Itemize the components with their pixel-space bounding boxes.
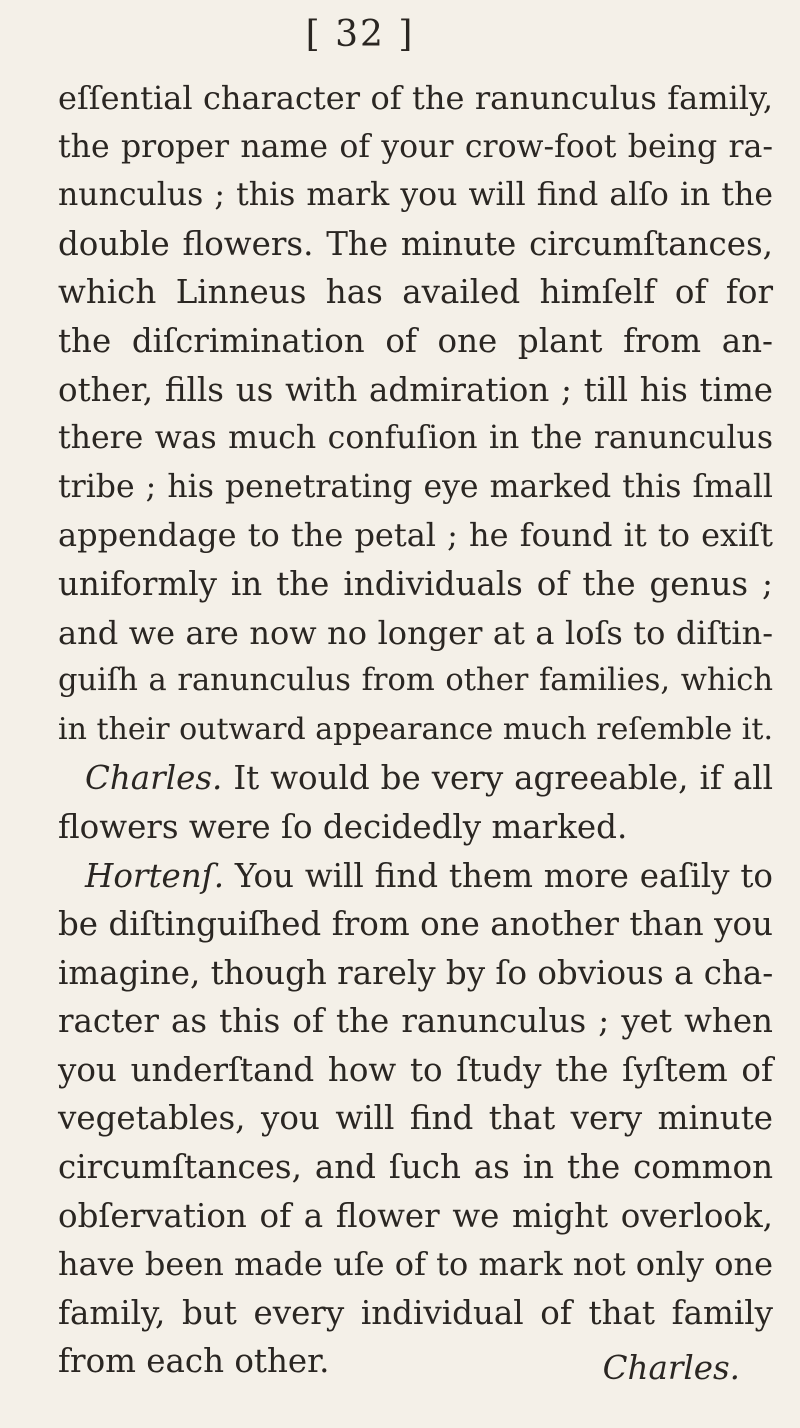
text-line: guiſh a ranunculus from other families, which: [58, 663, 773, 699]
text-line: tribe ; his penetrating eye marked this ſmall: [58, 468, 773, 505]
text-line: appendage to the petal ; he found it to exiſt: [58, 516, 773, 555]
speaker-name: Charles.: [85, 759, 223, 798]
text-line: which Linneus has availed himſelf of for: [58, 273, 773, 312]
catchword: Charles.: [602, 1349, 740, 1387]
text-line: the diſcrimination of one plant from an-: [58, 321, 773, 360]
text-line: [58, 754, 773, 803]
text-line: eſſential character of the ranunculus family,: [58, 79, 773, 117]
text-line: circumſtances, and ſuch as in the common: [58, 1148, 773, 1187]
text-line: be diſtinguiſhed from one another than you: [58, 905, 773, 944]
text-line: from each other.: [58, 1342, 330, 1381]
text-line: nunculus ; this mark you will find alſo in the: [58, 177, 773, 214]
text-line: family, but every individual of that family: [58, 1293, 773, 1332]
speaker-name: Hortenſ.: [85, 856, 225, 895]
page-number: [ 32 ]: [305, 14, 415, 55]
text-line: and we are now no longer at a loſs to diſtin-: [58, 613, 773, 652]
text-line: uniformly in the individuals of the genus ;: [58, 564, 773, 603]
text-line: there was much confuſion in the ranunculus: [58, 420, 773, 457]
speech-text: You will find them more eaſily to: [224, 856, 773, 895]
text-line: double flowers. The minute circumſtances,: [58, 224, 773, 263]
text-line: in their outward appearance much reſemble it.: [58, 711, 773, 747]
text-line: racter as this of the ranunculus ; yet when: [58, 1002, 773, 1041]
text-line: have been made uſe of to mark not only one: [58, 1245, 773, 1284]
text-line: you underſtand how to ſtudy the ſyſtem of: [58, 1050, 773, 1089]
text-line: obſervation of a flower we might overlook,: [58, 1196, 773, 1235]
text-line: vegetables, you will find that very minute: [58, 1099, 773, 1138]
text-line: flowers were ſo decidedly marked.: [58, 807, 628, 846]
body-text: [58, 74, 773, 1386]
text-line: the proper name of your crow-foot being ra-: [58, 128, 773, 165]
text-line: other, fills us with admiration ; till his time: [58, 370, 773, 409]
speech-text: It would be very agreeable, if all: [222, 759, 773, 798]
text-line: [58, 852, 773, 901]
text-line: imagine, though rarely by ſo obvious a cha-: [58, 953, 774, 992]
